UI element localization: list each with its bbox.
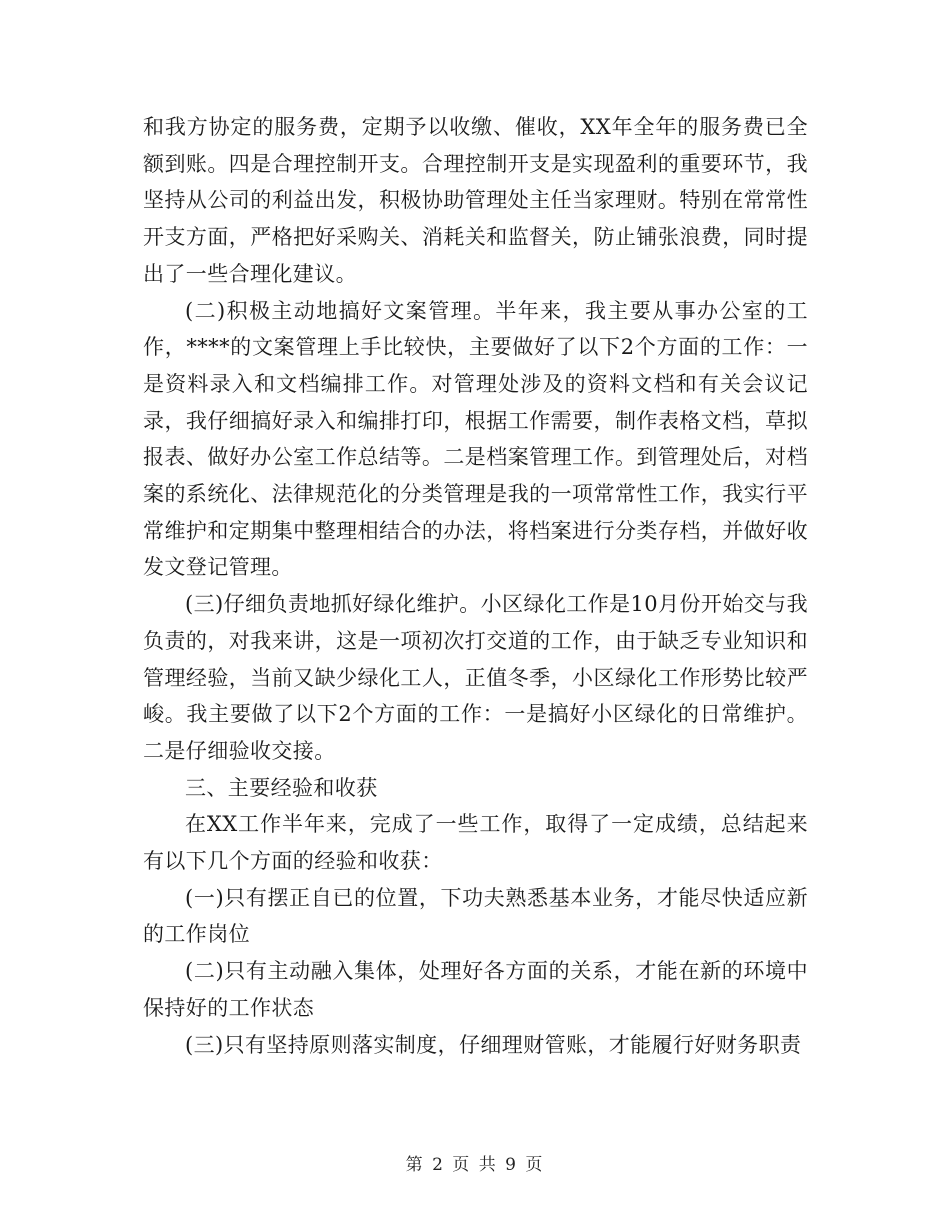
paragraph-experience-intro: 在XX工作半年来，完成了一些工作，取得了一定成绩，总结起来有以下几个方面的经验和收获： [143, 812, 808, 874]
paragraph-experience-1: (一)只有摆正自已的位置，下功夫熟悉基本业务，才能尽快适应新的工作岗位 [143, 885, 808, 947]
paragraph-service-fees: 和我方协定的服务费，定期予以收缴、催收，XX年全年的服务费已全额到账。四是合理控制开支。合理控制开支是实现盈利的重要环节，我坚持从公司的利益出发，积极协助管理处主任当家理财。特别在常常性开支方面，严格把好采购关、消耗关和监督关，防止铺张浪费，同时提出了一些合理化建议。 [143, 115, 808, 286]
paragraph-experience-2: (二)只有主动融入集体，处理好各方面的关系，才能在新的环境中保持好的工作状态 [143, 959, 808, 1020]
paragraph-document-management: (二)积极主动地搞好文案管理。半年来，我主要从事办公室的工作，****的文案管理上手比较快，主要做好了以下2个方面的工作：一是资料录入和文档编排工作。对管理处涉及的资料文档和有关会议记录，我仔细搞好录入和编排打印，根据工作需要，制作表格文档，草拟报表、做好办公室工作总结等。二是档案管理工作。到管理处后，对档案的系统化、法律规范化的分类管理是我的一项常常性工作，我实行平常维护和定期集中整理相结合的办法，将档案进行分类存档，并做好收发文登记管理。 [143, 298, 808, 580]
document-body [143, 109, 808, 1063]
page-number-footer: 第 2 页 共 9 页 [405, 1155, 545, 1175]
section-heading-experience: 三、主要经验和收获 [185, 775, 378, 800]
paragraph-greening-maintenance: (三)仔细负责地抓好绿化维护。小区绿化工作是10月份开始交与我负责的，对我来讲，这是一项初次打交道的工作，由于缺乏专业知识和管理经验，当前又缺少绿化工人，正值冬季，小区绿化工作形势比较严峻。我主要做了以下2个方面的工作：一是搞好小区绿化的日常维护。二是仔细验收交接。 [143, 592, 808, 763]
paragraph-experience-3: (三)只有坚持原则落实制度，仔细理财管账，才能履行好财务职责 [185, 1032, 802, 1057]
